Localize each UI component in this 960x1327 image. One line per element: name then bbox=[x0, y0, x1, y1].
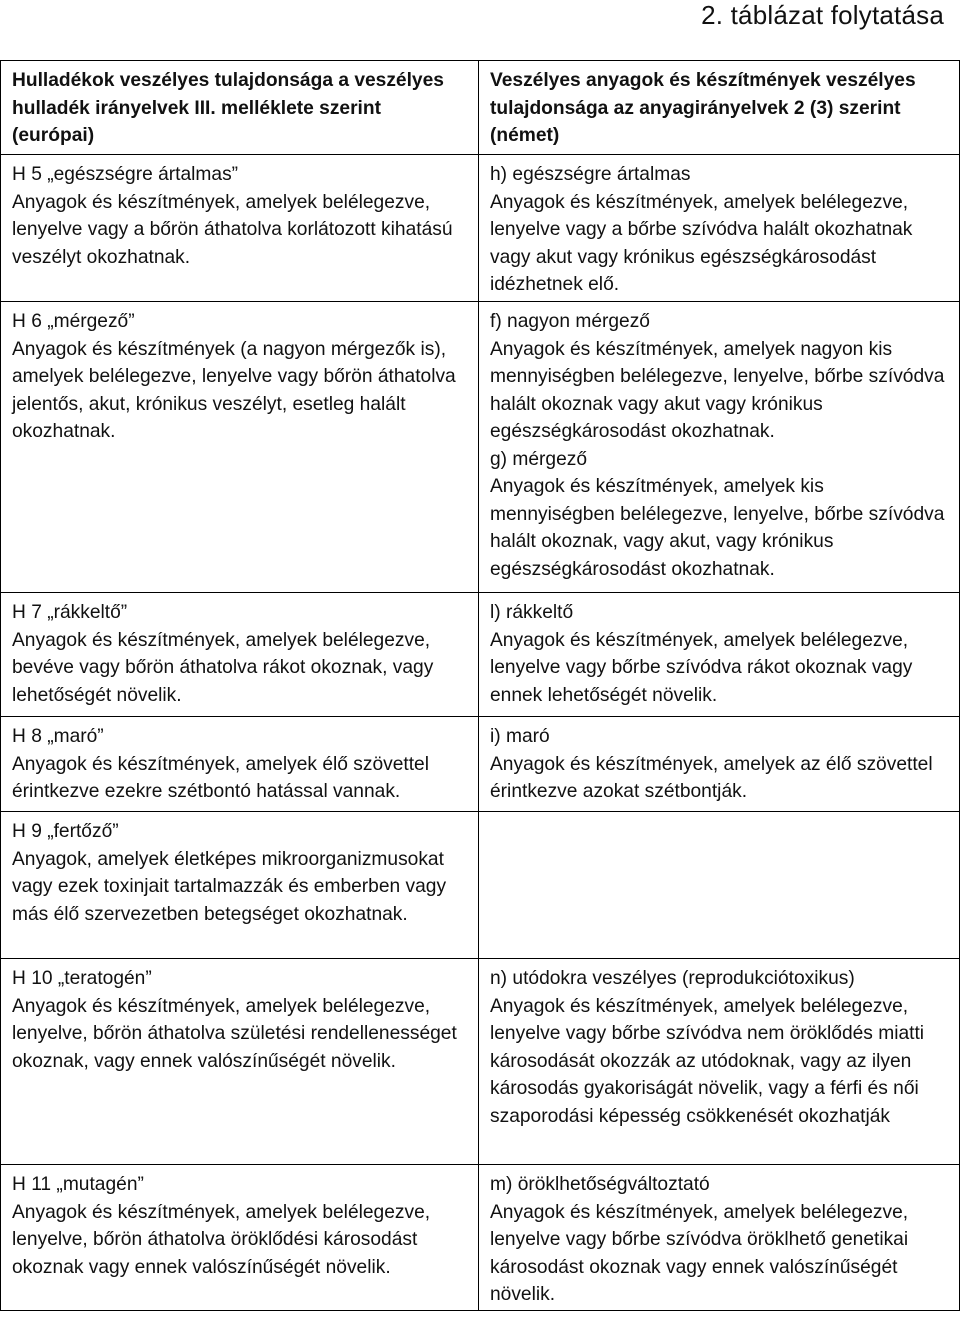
table-row bbox=[1, 959, 960, 1165]
header-left-cell bbox=[1, 61, 479, 155]
right-code: i) maró bbox=[490, 726, 550, 747]
left-cell bbox=[1, 812, 479, 959]
left-desc: Anyagok és készítmények, amelyek élő szövettel érintkezve ezekre szétbontó hatással vannak. bbox=[12, 753, 429, 802]
right-cell bbox=[479, 302, 960, 593]
left-desc: Anyagok és készítmények, amelyek belélegezve, bevéve vagy bőrön áthatolva rákot okoznak, vagy lehetőségét növelik. bbox=[12, 629, 434, 706]
left-cell bbox=[1, 717, 479, 812]
right-desc: Anyagok és készítmények, amelyek kis mennyiségben belélegezve, lenyelve, bőrbe szívódva halált okoznak, vagy akut, vagy krónikus egészségkárosodást okozhatnak. bbox=[490, 476, 945, 580]
right-cell bbox=[479, 1165, 960, 1311]
right-desc: Anyagok és készítmények, amelyek belélegezve, lenyelve vagy a bőrbe szívódva halált okozhatnak vagy akut vagy krónikus egészségkárosodást idézhetnek elő. bbox=[490, 191, 913, 295]
left-cell bbox=[1, 959, 479, 1165]
left-desc: Anyagok, amelyek életképes mikroorganizmusokat vagy ezek toxinjait tartalmazzák és emberben vagy más élő szervezetben betegséget okozhatnak. bbox=[12, 848, 447, 925]
right-desc: Anyagok és készítmények, amelyek belélegezve, lenyelve vagy bőrbe szívódva rákot okoznak vagy ennek lehetőségét növelik. bbox=[490, 629, 913, 706]
table-row bbox=[1, 812, 960, 959]
right-code: n) utódokra veszélyes (reprodukciótoxikus) bbox=[490, 968, 855, 989]
left-code: H 8 „maró” bbox=[12, 726, 104, 747]
right-cell-empty bbox=[479, 812, 960, 959]
left-code: H 5 „egészségre ártalmas” bbox=[12, 164, 239, 185]
left-code: H 9 „fertőző” bbox=[12, 821, 119, 842]
left-desc: Anyagok és készítmények, amelyek belélegezve, lenyelve, bőrön áthatolva születési rendellenességet okoznak, vagy ennek valószínűségét növelik. bbox=[12, 995, 457, 1072]
right-desc: Anyagok és készítmények, amelyek belélegezve, lenyelve vagy bőrbe szívódva öröklhető genetikai károsodást okoznak vagy ennek valószínűségét növelik. bbox=[490, 1201, 909, 1305]
left-code: H 7 „rákkeltő” bbox=[12, 602, 128, 623]
header-right-cell bbox=[479, 61, 960, 155]
left-code: H 6 „mérgező” bbox=[12, 311, 135, 332]
left-code: H 10 „teratogén” bbox=[12, 968, 152, 989]
left-desc: Anyagok és készítmények, amelyek belélegezve, lenyelve, bőrön áthatolva öröklődési károsodást okoznak vagy ennek valószínűségét növelik. bbox=[12, 1201, 431, 1278]
table-row bbox=[1, 593, 960, 717]
right-code: f) nagyon mérgező bbox=[490, 311, 650, 332]
right-code: g) mérgező bbox=[490, 448, 588, 470]
table-row bbox=[1, 717, 960, 812]
table-row bbox=[1, 302, 960, 593]
right-cell bbox=[479, 717, 960, 812]
left-cell bbox=[1, 593, 479, 717]
left-code: H 11 „mutagén” bbox=[12, 1174, 144, 1195]
right-cell bbox=[479, 959, 960, 1165]
right-code: m) öröklhetőségváltoztató bbox=[490, 1174, 710, 1195]
right-cell bbox=[479, 593, 960, 717]
right-code: h) egészségre ártalmas bbox=[490, 164, 691, 185]
left-desc: Anyagok és készítmények (a nagyon mérgezők is), amelyek belélegezve, lenyelve vagy bőrön áthatolva jelentős, akut, krónikus veszélyt, esetleg halált okozhatnak. bbox=[12, 338, 456, 442]
right-desc: Anyagok és készítmények, amelyek belélegezve, lenyelve vagy bőrbe szívódva nem öröklődés miatti károsodását okozzák az utódoknak, vagy az ilyen károsodás gyakoriságát növelik, vagy a férfi és női szaporodási képesség csökkenését okozhatják bbox=[490, 995, 925, 1127]
header-left-text: Hulladékok veszélyes tulajdonsága a veszélyes hulladék irányelvek III. melléklete szerint (európai) bbox=[12, 70, 444, 146]
left-cell bbox=[1, 1165, 479, 1311]
table-row bbox=[1, 1165, 960, 1311]
left-cell bbox=[1, 302, 479, 593]
left-desc: Anyagok és készítmények, amelyek belélegezve, lenyelve vagy a bőrön áthatolva korlátozott kihatású veszélyt okozhatnak. bbox=[12, 191, 453, 268]
header-right-text: Veszélyes anyagok és készítmények veszélyes tulajdonsága az anyagirányelvek 2 (3) szerint (német) bbox=[490, 70, 916, 146]
table-row bbox=[1, 155, 960, 302]
right-desc: Anyagok és készítmények, amelyek az élő szövettel érintkezve azokat szétbontják. bbox=[490, 753, 933, 802]
comparison-table bbox=[0, 60, 960, 1311]
left-cell bbox=[1, 155, 479, 302]
right-code: l) rákkeltő bbox=[490, 602, 574, 623]
table-header-row bbox=[1, 61, 960, 155]
right-cell bbox=[479, 155, 960, 302]
table-caption: 2. táblázat folytatása bbox=[701, 0, 944, 30]
right-desc: Anyagok és készítmények, amelyek nagyon kis mennyiségben belélegezve, lenyelve, bőrbe szívódva halált okoznak vagy akut vagy krónikus egészségkárosodást okozhatnak. bbox=[490, 338, 945, 442]
